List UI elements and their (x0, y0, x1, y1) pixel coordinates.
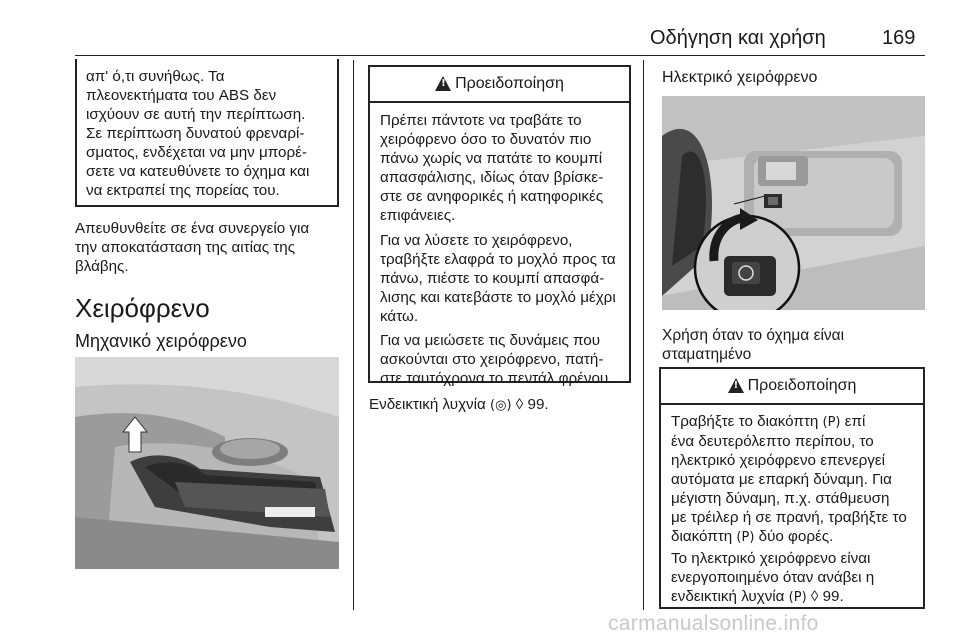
text-span: ενεργοποιημένο όταν ανάβει η (671, 569, 875, 586)
text-span: ηλεκτρικό χειρόφρενο επενεργεί (671, 452, 885, 469)
warning-paragraph (671, 412, 907, 547)
section-heading: Χειρόφρενο (75, 293, 210, 323)
text-line (671, 568, 874, 587)
text-line: στε σε ανηφορικές ή κατηφορικές (380, 188, 604, 205)
text-line: Απευθυνθείτε σε ένα συνεργείο για (75, 220, 310, 237)
text-line (671, 527, 907, 547)
text-span: μέγιστη δύναμη, π.χ. στάθμευση (671, 490, 890, 507)
warning-paragraph (380, 331, 612, 388)
text-span: Το ηλεκτρικό χειρόφρενο είναι (671, 550, 871, 567)
warning-header (370, 67, 629, 103)
warning-title: Προειδοποίηση (455, 75, 564, 92)
text-span: αυτόματα με επαρκή δύναμη. Για (671, 471, 892, 488)
watermark: carmanualsonline.info (608, 612, 819, 635)
text-line: πάνω χωρίς να πατάτε το κουμπί (380, 150, 603, 167)
brake-switch-icon: (P) (822, 415, 841, 430)
heading-line: σταματημένο (662, 346, 752, 363)
text-line: χειρόφρενο όσο το δυνατόν πιο (380, 131, 592, 148)
warning-header (661, 369, 923, 405)
warning-paragraph (380, 231, 616, 326)
text-span: ένα δευτερόλεπτο περίπου, το (671, 433, 874, 450)
text-line (671, 587, 874, 607)
brake-switch-icon: (P) (788, 590, 807, 605)
workshop-paragraph (75, 219, 309, 276)
text-line (671, 451, 907, 470)
warning-title: Προειδοποίηση (747, 377, 857, 394)
text-line: βλάβης. (75, 258, 129, 275)
indicator-line (369, 395, 549, 415)
column-divider (353, 60, 354, 610)
warning-box (659, 367, 925, 609)
text-line: τραβήξτε ελαφρά το μοχλό προς τα (380, 251, 616, 268)
brake-warning-icon: (◎) (490, 398, 512, 413)
text-line (671, 412, 907, 432)
text-line: στε ταυτόχρονα το πεντάλ φρένου. (380, 370, 613, 387)
text-span: ◊ 99. (806, 588, 844, 605)
column-divider (643, 60, 644, 610)
brake-switch-icon: (P) (736, 530, 755, 545)
text-line: απ' ό,τι συνήθως. Τα (86, 68, 225, 85)
text-line: να εκτραπεί της πορείας του. (86, 182, 280, 199)
warning-triangle-icon (435, 76, 451, 91)
text-line (671, 549, 874, 568)
text-line: πάνω, πιέστε το κουμπί απασφά- (380, 270, 605, 287)
warning-paragraph (671, 549, 874, 607)
header-rule (75, 55, 925, 56)
heading-line: Χρήση όταν το όχημα είναι (662, 327, 845, 344)
text-line: κάτω. (380, 308, 419, 325)
subsection-heading: Μηχανικό χειρόφρενο (75, 331, 247, 351)
text-span: ενδεικτική λυχνία (671, 588, 789, 605)
text-line: Σε περίπτωση δυνατού φρεναρί- (86, 125, 305, 142)
warning-box (368, 65, 631, 387)
text-line: πλεονεκτήματα του ABS δεν (86, 87, 277, 104)
indicator-text: Ενδεικτική λυχνία (369, 396, 486, 413)
text-span: διακόπτη (671, 528, 737, 545)
text-line: επιφάνειες. (380, 207, 456, 224)
page-number: 169 (882, 27, 916, 49)
text-line: λισης και κατεβάστε το μοχλό μέχρι (380, 289, 616, 306)
stationary-use-heading (662, 326, 844, 364)
text-span: Τραβήξτε το διακόπτη (671, 413, 823, 430)
text-line: την αποκατάσταση της αιτίας της (75, 239, 296, 256)
text-line: σματος, ενδέχεται να μην μπορέ- (86, 144, 307, 161)
handbrake-lever-photo (75, 357, 339, 569)
text-line: Για να μειώσετε τις δυνάμεις που (380, 332, 601, 349)
warning-paragraph (380, 111, 603, 225)
page-reference: ◊ 99. (515, 396, 549, 413)
text-span: με τρέιλερ ή σε πρανή, τραβήξτε το (671, 509, 907, 526)
warning-triangle-icon (728, 378, 744, 393)
text-line: απασφάλισης, ιδίως όταν βρίσκε- (380, 169, 604, 186)
continued-warning-text (86, 67, 309, 200)
text-span: δύο φορές. (754, 528, 834, 545)
text-line: ισχύουν σε αυτή την περίπτωση. (86, 106, 306, 123)
text-line: ασκούνται στο χειρόφρενο, πατή- (380, 351, 604, 368)
electric-brake-switch-photo (662, 96, 925, 310)
text-line (671, 470, 907, 489)
text-line: Για να λύσετε το χειρόφρενο, (380, 232, 573, 249)
electric-brake-heading: Ηλεκτρικό χειρόφρενο (662, 69, 818, 86)
continued-warning-box (75, 59, 339, 207)
text-line: σετε να κατευθύνετε το όχημα και (86, 163, 310, 180)
text-line: Πρέπει πάντοτε να τραβάτε το (380, 112, 582, 129)
header-title: Οδήγηση και χρήση (650, 27, 826, 49)
text-line (671, 508, 907, 527)
text-line (671, 432, 907, 451)
text-line (671, 489, 907, 508)
text-span: επί (840, 413, 866, 430)
